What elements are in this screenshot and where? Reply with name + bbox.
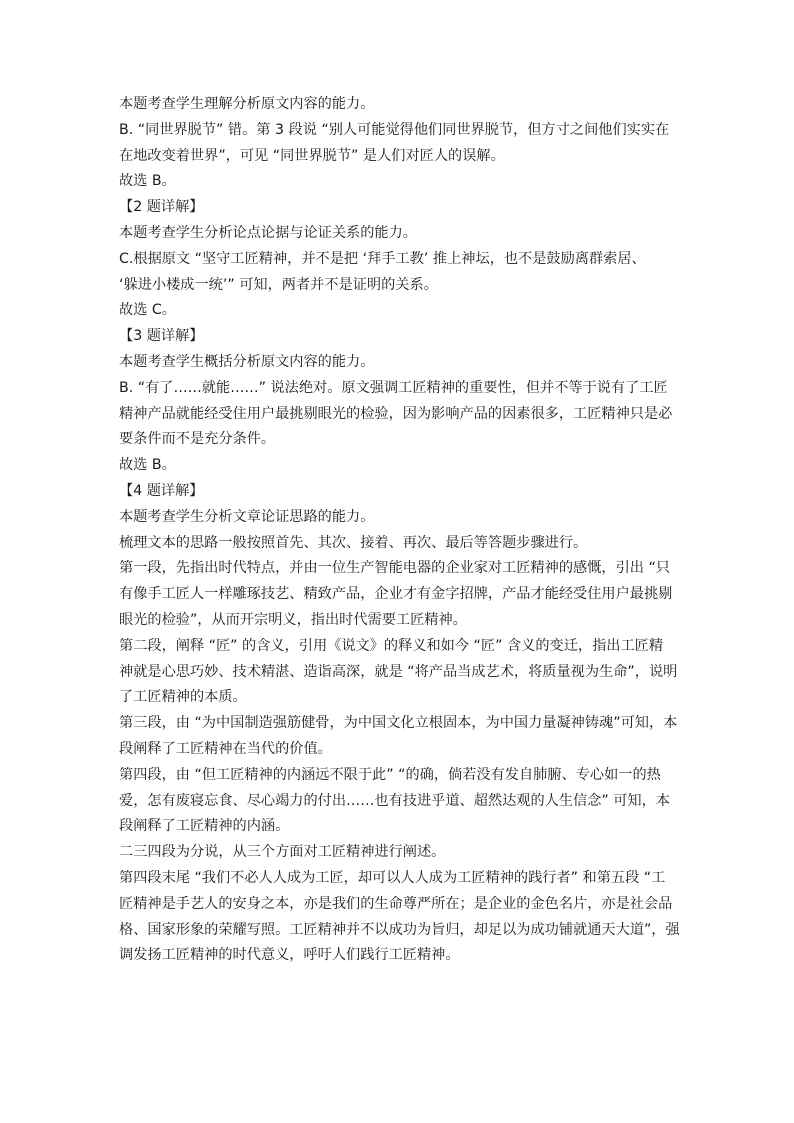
section-heading: 【2 题详解】: [119, 199, 204, 216]
text-line: B. “有了……就能……” 说法绝对。原文强调工匠精神的重要性，但并不等于说有了工匠: [119, 379, 668, 396]
text-line: 了工匠精神的本质。: [119, 689, 247, 706]
answer-line: 故选 B。: [119, 173, 176, 190]
text-line: 段阐释了工匠精神在当代的价值。: [119, 740, 332, 757]
text-line: 第二段，阐释 “匠” 的含义，引用《说文》的释义和如今 “匠” 含义的变迁，指出工匠精: [119, 637, 664, 654]
text-line: 神就是心思巧妙、技术精湛、造诣高深，就是 “将产品当成艺术，将质量视为生命”，说明: [119, 663, 678, 680]
text-line: 精神产品就能经受住用户最挑剔眼光的检验，因为影响产品的因素很多，工匠精神只是必: [119, 405, 673, 422]
text-line: 爱，怎有废寝忘食、尽心竭力的付出……也有技进乎道、超然达观的人生信念” 可知，本: [119, 792, 670, 809]
section-heading: 【4 题详解】: [119, 482, 204, 499]
text-line: 在地改变着世界”，可见 “同世界脱节” 是人们对匠人的误解。: [119, 147, 505, 164]
text-line: 本题考查学生分析文章论证思路的能力。: [119, 508, 375, 525]
text-line: ‘躲进小楼成一统’” 可知，两者并不是证明的关系。: [119, 276, 438, 293]
text-line: 段阐释了工匠精神的内涵。: [119, 818, 290, 835]
text-line: 本题考查学生分析论点论据与论证关系的能力。: [119, 224, 417, 241]
section-heading: 【3 题详解】: [119, 328, 204, 345]
text-line: 匠精神是手艺人的安身之本，亦是我们的生命尊严所在；是企业的金色名片，亦是社会品: [119, 895, 673, 912]
text-line: 有像手工匠人一样雕琢技艺、精致产品，企业才有金字招牌，产品才能经受住用户最挑剔: [119, 586, 673, 603]
text-line: 二三四段为分说，从三个方面对工匠精神进行阐述。: [119, 844, 446, 861]
text-line: 格、国家形象的荣耀写照。工匠精神并不以成功为旨归，却足以为成功铺就通天大道”，强: [119, 921, 680, 938]
answer-explanation-text: [119, 92, 679, 969]
text-line: 眼光的检验”，从而开宗明义，指出时代需要工匠精神。: [119, 611, 467, 628]
text-line: 第一段，先指出时代特点，并由一位生产智能电器的企业家对工匠精神的感慨，引出 “只: [119, 560, 670, 577]
text-line: C.根据原文 “坚守工匠精神，并不是把 ‘拜手工教’ 推上神坛，也不是鼓励离群索居、: [119, 250, 646, 267]
answer-line: 故选 B。: [119, 457, 176, 474]
answer-line: 故选 C。: [119, 302, 176, 319]
text-line: 第四段末尾 “我们不必人人成为工匠，却可以人人成为工匠精神的践行者” 和第五段 “工: [119, 869, 666, 886]
text-line: 调发扬工匠精神的时代意义，呼吁人们践行工匠精神。: [119, 947, 460, 964]
text-line: 本题考查学生概括分析原文内容的能力。: [119, 353, 375, 370]
text-line: 要条件而不是充分条件。: [119, 431, 276, 448]
text-line: 第三段，由 “为中国制造强筋健骨，为中国文化立根固本，为中国力量凝神铸魂”可知，本: [119, 715, 678, 732]
text-line: 梳理文本的思路一般按照首先、其次、接着、再次、最后等答题步骤进行。: [119, 534, 588, 551]
text-line: 本题考查学生理解分析原文内容的能力。: [119, 96, 375, 112]
text-line: B. “同世界脱节” 错。第 3 段说 “别人可能觉得他们同世界脱节，但方寸之间他们实实在: [119, 121, 670, 138]
text-line: 第四段，由 “但工匠精神的内涵远不限于此” “的确，倘若没有发自肺腑、专心如一的热: [119, 766, 661, 783]
